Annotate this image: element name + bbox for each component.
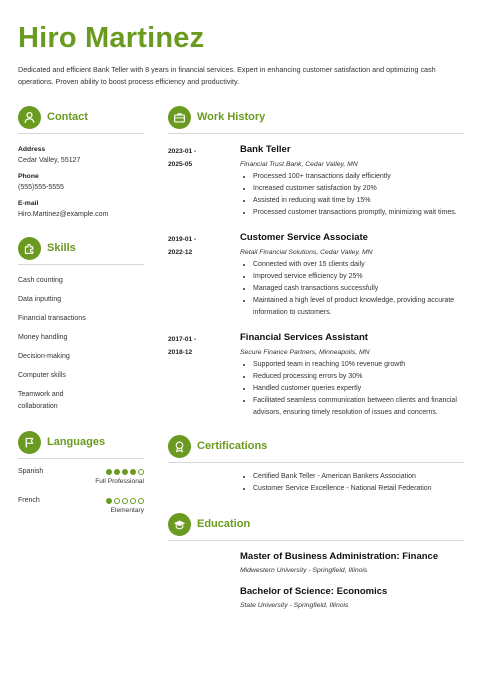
job-bullet: • Processed customer transactions promptly, minimizing wait times. <box>253 207 464 219</box>
skills-divider <box>18 264 144 265</box>
work-history-title: Work History <box>197 111 266 123</box>
skill-item: Cash counting <box>18 277 63 284</box>
skills-heading <box>18 235 144 261</box>
job-date-end: 2018-12 <box>168 349 193 356</box>
education-heading <box>168 511 464 537</box>
school-name: Midwestern University - Springfield, Illinois <box>240 567 368 574</box>
email-label: E-mail <box>18 200 39 207</box>
certifications-divider <box>168 462 464 463</box>
job-bullet: • Improved service efficiency by 25% <box>253 271 464 283</box>
rating-dot <box>122 469 128 475</box>
education-item <box>168 586 464 609</box>
language-item <box>18 468 144 485</box>
languages-divider <box>18 458 144 459</box>
rating-dot <box>106 498 112 504</box>
rating-dot <box>114 498 120 504</box>
rating-dot <box>130 469 136 475</box>
job-title: Financial Services Assistant <box>240 332 368 343</box>
job-bullet: • Managed cash transactions successfully <box>253 283 464 295</box>
job-company: Financial Trust Bank, Cedar Valley, MN <box>240 161 358 168</box>
job-entry <box>168 232 464 319</box>
language-rating <box>106 469 144 475</box>
puzzle-icon <box>18 237 41 260</box>
education-divider <box>168 540 464 541</box>
phone-label: Phone <box>18 173 39 180</box>
degree-title: Bachelor of Science: Economics <box>240 586 388 597</box>
job-bullet: • Facilitated seamless communication between clients and financial advisors, ensuring timely resolution of issues and concerns. <box>253 395 464 419</box>
rating-dot <box>138 469 144 475</box>
certifications-section <box>168 433 464 495</box>
language-item <box>18 497 144 514</box>
job-date-start: 2023-01 - <box>168 148 197 155</box>
job-date-start: 2019-01 - <box>168 236 197 243</box>
address-value: Cedar Valley, 55127 <box>18 157 81 164</box>
job-bullet: • Reduced processing errors by 30% <box>253 371 464 383</box>
contact-divider <box>18 133 144 134</box>
skill-item: Decision-making <box>18 353 70 360</box>
certification-item: • Certified Bank Teller - American Bankers Association <box>253 471 464 483</box>
job-dates <box>168 332 240 419</box>
graduation-cap-icon <box>168 513 191 536</box>
language-name: Spanish <box>18 468 44 475</box>
flag-icon <box>18 431 41 454</box>
languages-section <box>18 429 144 514</box>
contact-title: Contact <box>47 111 88 123</box>
work-history-heading <box>168 104 464 130</box>
education-section <box>168 511 464 609</box>
languages-heading <box>18 429 144 455</box>
certification-item: • Customer Service Excellence - National Retail Federation <box>253 483 464 495</box>
email-value: Hiro.Martinez@example.com <box>18 211 109 218</box>
job-date-start: 2017-01 - <box>168 336 197 343</box>
job-company: Retail Financial Solutions, Cedar Valley, MN <box>240 249 373 256</box>
work-history-divider <box>168 133 464 134</box>
job-bullet: • Assisted in reducing wait time by 15% <box>253 195 464 207</box>
school-name: State University - Springfield, Illinois <box>240 602 349 609</box>
job-bullet: • Handled customer queries expertly <box>253 383 464 395</box>
job-title: Bank Teller <box>240 144 291 155</box>
skills-list <box>18 275 144 413</box>
skill-item: Financial transactions <box>18 315 86 322</box>
skill-item: Teamwork and collaboration <box>18 391 64 410</box>
degree-title: Master of Business Administration: Finance <box>240 551 439 562</box>
language-level: Full Professional <box>95 478 144 485</box>
job-bullet: • Processed 100+ transactions daily efficiently <box>253 171 464 183</box>
briefcase-icon <box>168 106 191 129</box>
certifications-heading <box>168 433 464 459</box>
rating-dot <box>122 498 128 504</box>
job-company: Secure Finance Partners, Minneapolis, MN <box>240 349 370 356</box>
job-dates <box>168 232 240 319</box>
right-column <box>168 104 464 609</box>
contact-heading <box>18 104 144 130</box>
job-bullet: • Increased customer satisfaction by 20% <box>253 183 464 195</box>
job-date-end: 2022-12 <box>168 249 193 256</box>
job-bullets <box>240 259 464 319</box>
job-date-end: 2025-05 <box>168 161 193 168</box>
work-history-section <box>168 104 464 419</box>
rating-dot <box>130 498 136 504</box>
summary: Dedicated and efficient Bank Teller with 8 years in financial services. Expert in enhancing customer satisfaction and optimizing cash operations. Proven ability to boost process efficiency and productivity. <box>18 65 436 86</box>
phone-value: (555)555-5555 <box>18 184 64 191</box>
address-label: Address <box>18 146 46 153</box>
job-title: Customer Service Associate <box>240 232 368 243</box>
language-rating <box>106 498 144 504</box>
job-bullet: • Connected with over 15 clients daily <box>253 259 464 271</box>
language-level: Elementary <box>110 507 144 514</box>
job-entry <box>168 144 464 219</box>
job-bullet: • Supported team in reaching 10% revenue growth <box>253 359 464 371</box>
education-item <box>168 551 464 574</box>
badge-icon <box>168 435 191 458</box>
language-name: French <box>18 497 40 504</box>
rating-dot <box>138 498 144 504</box>
certifications-title: Certifications <box>197 440 268 452</box>
skill-item: Data inputting <box>18 296 62 303</box>
left-column <box>18 104 144 514</box>
job-bullets <box>240 359 464 419</box>
skill-item: Money handling <box>18 334 68 341</box>
education-title: Education <box>197 518 251 530</box>
job-bullets <box>240 171 464 219</box>
languages-title: Languages <box>47 436 106 448</box>
skills-title: Skills <box>47 242 76 254</box>
certifications-list <box>240 471 464 495</box>
person-icon <box>18 106 41 129</box>
skills-section <box>18 235 144 413</box>
rating-dot <box>114 469 120 475</box>
contact-section <box>18 104 144 218</box>
skill-item: Computer skills <box>18 372 66 379</box>
candidate-name: Hiro Martinez <box>18 22 205 54</box>
job-entry <box>168 332 464 419</box>
job-dates <box>168 144 240 219</box>
rating-dot <box>106 469 112 475</box>
job-bullet: • Maintained a high level of product knowledge, providing accurate information to customers. <box>253 295 464 319</box>
